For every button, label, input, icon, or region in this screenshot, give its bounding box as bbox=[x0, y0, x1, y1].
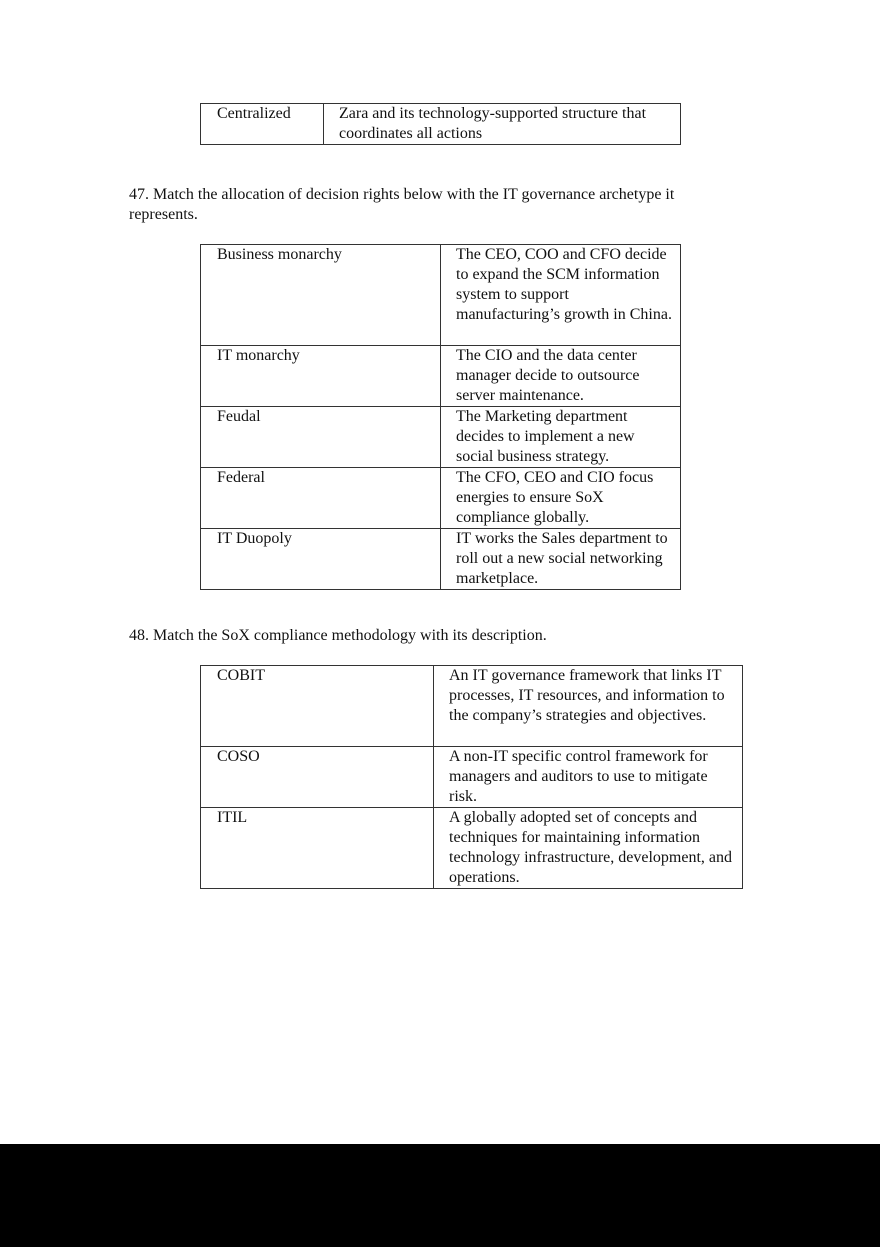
match-table-q47 bbox=[200, 244, 681, 590]
term-cell: Business monarchy bbox=[201, 245, 441, 346]
match-table-top bbox=[200, 103, 681, 145]
question-48-prompt: 48. Match the SoX compliance methodology with its description. bbox=[129, 627, 547, 644]
description-cell: A globally adopted set of concepts and techniques for maintaining information technology infrastructure, development, and operations. bbox=[434, 808, 743, 889]
term-cell: IT monarchy bbox=[201, 346, 441, 407]
description-cell: An IT governance framework that links IT processes, IT resources, and information to the company’s strategies and objectives. bbox=[434, 666, 743, 747]
term-cell: ITIL bbox=[201, 808, 434, 889]
table-row bbox=[201, 468, 681, 529]
term-cell: IT Duopoly bbox=[201, 529, 441, 590]
question-47-prompt: 47. Match the allocation of decision rights below with the IT governance archetype it represents. bbox=[129, 186, 675, 223]
term-cell: COBIT bbox=[201, 666, 434, 747]
table-row bbox=[201, 529, 681, 590]
table-row bbox=[201, 407, 681, 468]
table-row bbox=[201, 666, 743, 747]
description-cell: The Marketing department decides to implement a new social business strategy. bbox=[441, 407, 681, 468]
table-row bbox=[201, 245, 681, 346]
table-row bbox=[201, 346, 681, 407]
description-cell: The CEO, COO and CFO decide to expand the SCM information system to support manufacturing’s growth in China. bbox=[441, 245, 681, 346]
description-cell: IT works the Sales department to roll out a new social networking marketplace. bbox=[441, 529, 681, 590]
description-cell: The CFO, CEO and CIO focus energies to ensure SoX compliance globally. bbox=[441, 468, 681, 529]
description-cell: The CIO and the data center manager decide to outsource server maintenance. bbox=[441, 346, 681, 407]
description-cell: A non-IT specific control framework for managers and auditors to use to mitigate risk. bbox=[434, 747, 743, 808]
table-row bbox=[201, 104, 681, 145]
match-table-q48 bbox=[200, 665, 743, 889]
table-row bbox=[201, 808, 743, 889]
term-cell: Feudal bbox=[201, 407, 441, 468]
term-cell: COSO bbox=[201, 747, 434, 808]
page-bottom-black-bar bbox=[0, 1144, 880, 1247]
table-row bbox=[201, 747, 743, 808]
term-cell: Federal bbox=[201, 468, 441, 529]
term-cell: Centralized bbox=[201, 104, 324, 145]
description-cell: Zara and its technology-supported structure that coordinates all actions bbox=[324, 104, 681, 145]
